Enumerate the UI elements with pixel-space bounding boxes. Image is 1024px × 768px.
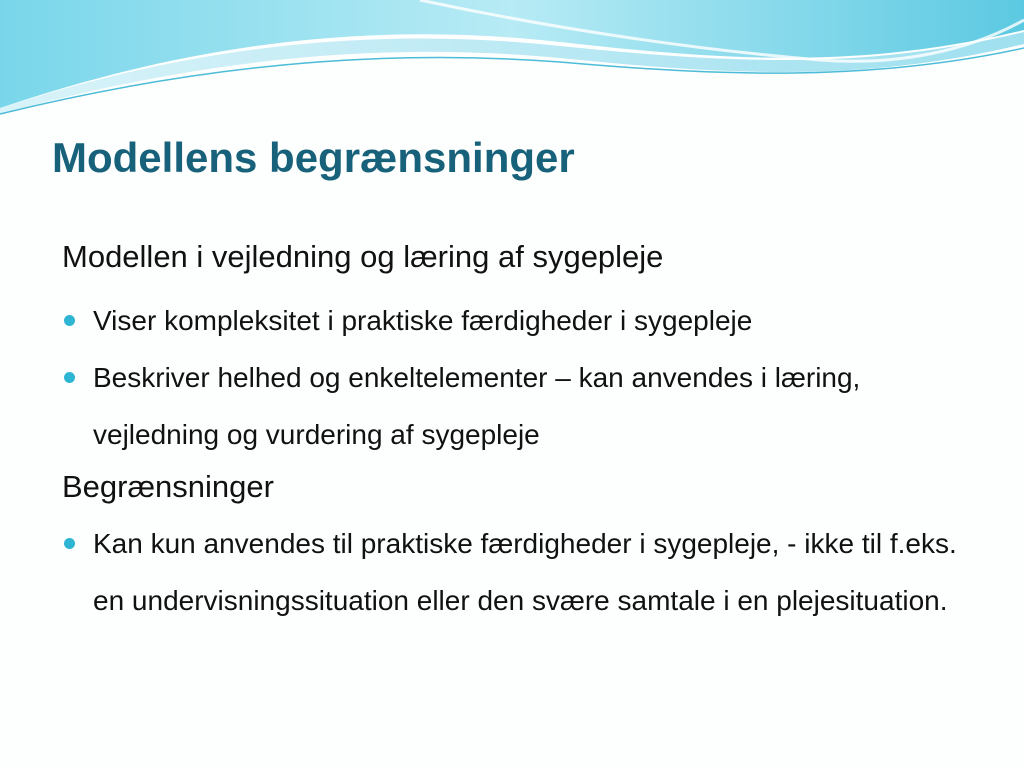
bullet-item	[62, 349, 982, 463]
bullet-item	[62, 292, 982, 349]
bullet-text: Viser kompleksitet i praktiske færdigheder i sygepleje	[93, 305, 753, 336]
bullet-text: Beskriver helhed og enkeltelementer – kan anvendes i læring, vejledning og vurdering af sygepleje	[93, 362, 861, 450]
wave-decoration	[0, 0, 1024, 120]
slide-content	[62, 234, 982, 629]
bullet-text: Kan kun anvendes til praktiske færdigheder i sygepleje, - ikke til f.eks. en undervisningssituation eller den svære samtale i en plejesituation.	[93, 528, 957, 616]
bullet-item	[62, 515, 982, 629]
bullet-dot-icon	[64, 315, 75, 326]
section-heading: Begrænsninger	[62, 469, 274, 504]
bullet-dot-icon	[64, 372, 75, 383]
section-heading: Modellen i vejledning og læring af sygepleje	[62, 239, 664, 274]
bullet-dot-icon	[64, 538, 75, 549]
slide-title: Modellens begrænsninger	[52, 134, 575, 181]
